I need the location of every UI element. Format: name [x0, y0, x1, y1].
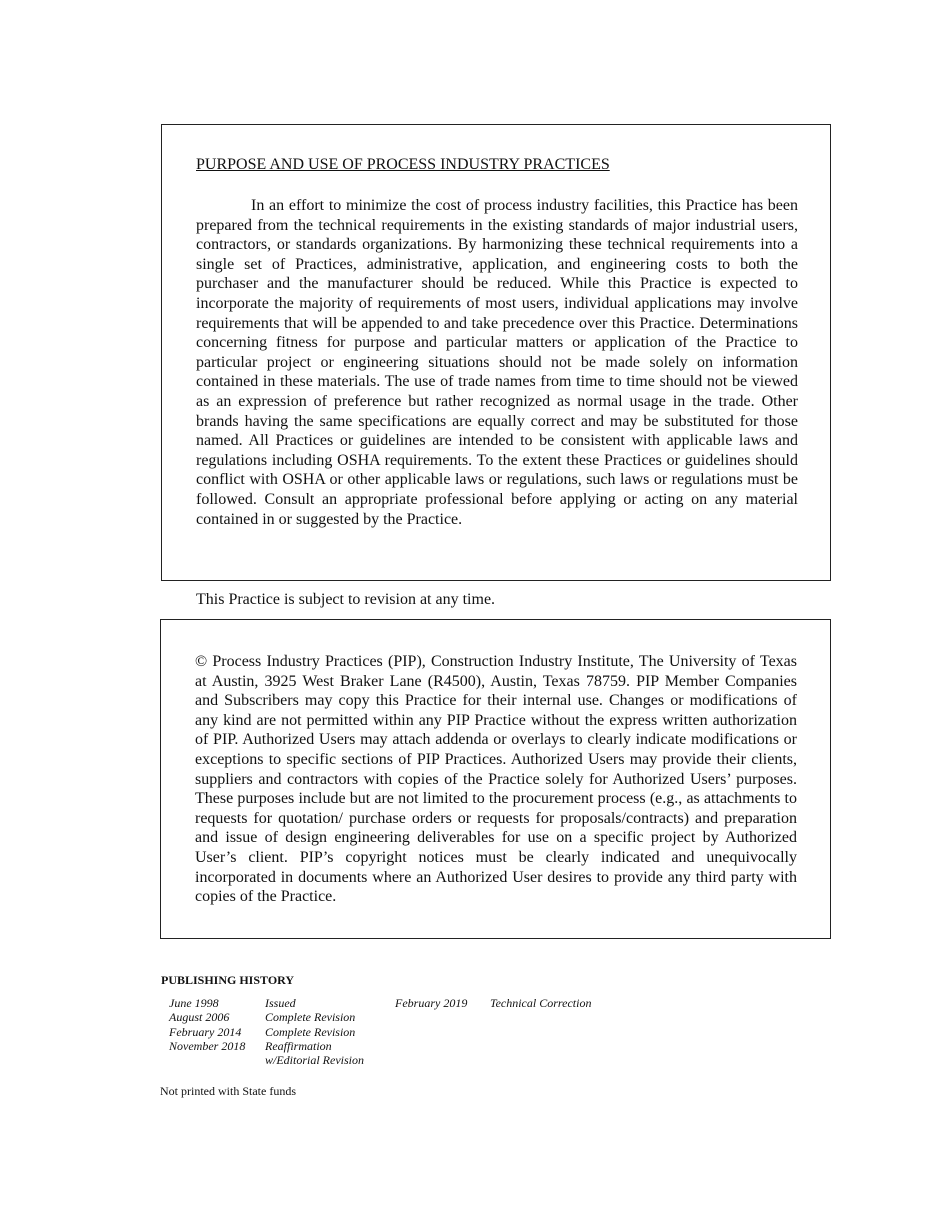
history-date: February 2014 — [169, 1024, 242, 1039]
publishing-history-right-column — [395, 996, 591, 1010]
publishing-history-left-column — [169, 996, 364, 1067]
purpose-paragraph: In an effort to minimize the cost of process industry facilities, this Practice has been prepared from the technical requirements in the existing standards of major industrial users, contractors, or standards organizations. By harmonizing these technical requirements into a single set of Practices, administrative, application, and engineering costs to both the purchaser and the manufacturer should be reduced. While this Practice is expected to incorporate the majority of requirements of most users, individual applications may involve requirements that will be appended to and take precedence over this Practice. Determinations concerning fitness for purpose and particular matters or application of the Practice to particular project or engineering situations should not be made solely on information contained in these materials. The use of trade names from time to time should not be viewed as an expression of preference but rather recognized as normal usage in the trade. Other brands having the same specifications are equally correct and may be substituted for those named. All Practices or guidelines are intended to be consistent with applicable laws and regulations including OSHA requirements. To the extent these Practices or guidelines should conflict with OSHA or other applicable laws or regulations, such laws or regulations must be followed. Consult an appropriate professional before applying or acting on any material contained in or suggested by the Practice. — [196, 197, 798, 528]
copyright-paragraph: © Process Industry Practices (PIP), Construction Industry Institute, The University of Texas at Austin, 3925 West Braker Lane (R4500), Austin, Texas 78759. PIP Member Companies and Subscribers may copy this Practice for their internal use. Changes or modifications of any kind are not permitted within any PIP Practice without the express written authorization of PIP. Authorized Users may attach addenda or overlays to clearly indicate modifications or exceptions to specific sections of PIP Practices. Authorized Users may provide their clients, suppliers and contractors with copies of the Practice solely for Authorized Users’ purposes. These purposes include but are not limited to the procurement process (e.g., as attachments to requests for quotation/ purchase orders or requests for proposals/contracts) and preparation and issue of design engineering deliverables for use on a specific project by Authorized User’s client. PIP’s copyright notices must be clearly indicated and unequivocally incorporated in documents where an Authorized User desires to provide any third party with copies of the Practice. — [195, 653, 797, 906]
history-event: Issued — [265, 996, 296, 1010]
history-date: August 2006 — [169, 1010, 230, 1025]
history-row — [169, 1010, 364, 1024]
history-row — [169, 1025, 364, 1039]
history-date: February 2019 — [395, 996, 468, 1010]
history-row — [169, 996, 364, 1010]
history-event: Technical Correction — [490, 996, 592, 1010]
history-row — [395, 996, 591, 1010]
history-date: November 2018 — [169, 1038, 246, 1053]
publishing-history-heading: PUBLISHING HISTORY — [161, 973, 295, 987]
footer-note: Not printed with State funds — [160, 1084, 296, 1098]
purpose-heading: PURPOSE AND USE OF PROCESS INDUSTRY PRACTICES — [196, 156, 610, 173]
copyright-section-box — [160, 619, 831, 939]
revision-note: This Practice is subject to revision at any time. — [196, 591, 496, 608]
history-date: June 1998 — [169, 996, 219, 1010]
history-event: Complete Revision — [265, 1024, 356, 1039]
history-row — [169, 1039, 364, 1068]
history-event: Complete Revision — [265, 1010, 356, 1025]
purpose-section-box — [161, 124, 831, 581]
history-event: Reaffirmation w/Editorial Revision — [265, 1038, 364, 1068]
